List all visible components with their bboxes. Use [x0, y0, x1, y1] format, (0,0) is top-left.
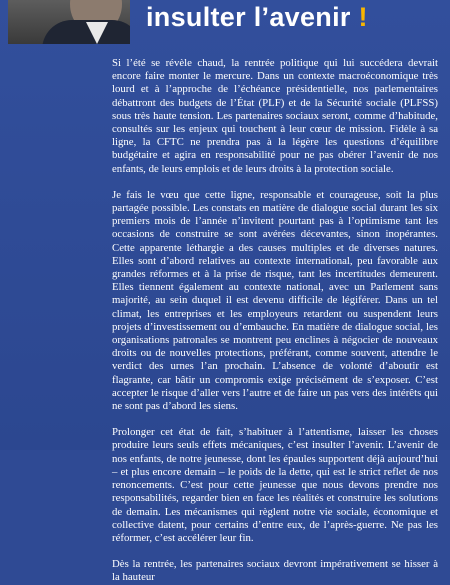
portrait-photo: [8, 0, 130, 44]
headline-exclamation: !: [350, 2, 368, 32]
portrait-suit: [42, 20, 130, 44]
paragraph-3: Prolonger cet état de fait, s’habituer à l’attentisme, laisser les choses produire leurs seuls effets mécaniques, c’est insulter l’avenir. L’avenir de nos enfants, de notre jeunesse, dont les épaules supportent déjà aujourd’hui – et plus encore demain – le poids de la dette, qui est le strict reflet de nos renoncements. C’est pour cette jeunesse que nous devons prendre nos responsabilités, regarder bien en face les réalités et construire les solutions de demain. Les mécanismes qui règlent notre vie sociale, économique et collective datent, pour certains d’entre eux, de l’après-guerre. Ne pas les réformer, c’est accélérer leur fin.: [112, 426, 438, 544]
headline-text: insulter l’avenir: [146, 2, 351, 32]
paragraph-4: Dès la rentrée, les partenaires sociaux devront impérativement se hisser à la hauteur: [112, 558, 438, 584]
editorial-body: [112, 57, 438, 585]
headline: [146, 2, 368, 33]
paragraph-1: Si l’été se révèle chaud, la rentrée politique qui lui succédera devrait encore faire monter le mercure. Dans un contexte macroéconomique très lourd et à l’approche de l’échéance présidentielle, nos parlementaires débattront des budgets de l’État (PLF) et de la Sécurité sociale (PLFSS) sous très haute tension. Les partenaires sociaux seront, comme d’habitude, consultés sur les enjeux qui touchent à leur cœur de mission. Fidèle à sa ligne, la CFTC ne prendra pas à la légère les questions d’équilibre budgétaire et agira en responsabilité pour ne pas obérer l’avenir de nos enfants, de leurs emplois et de leurs droits à la protection sociale.: [112, 57, 438, 175]
paragraph-2: Je fais le vœu que cette ligne, responsable et courageuse, soit la plus partagée possible. Les constats en matière de dialogue social durant les six premiers mois de l’année n’invitent pourtant pas à l’optimisme tant les occasions de construire se sont avérées décevantes, sinon inopérantes. Cette apparente léthargie a des causes multiples et de diverses natures. Elles sont d’abord relatives au contexte international, peu favorable aux grandes réformes et à la prise de risque, tant les incertitudes demeurent. Elles tiennent également au contexte national, avec un Parlement sans majorité, au sein duquel il est devenu difficile de légiférer. Dans un tel climat, les entreprises et les employeurs retardent ou suspendent leurs projets d’investissement ou d’embauche. En matière de dialogue social, les organisations patronales se montrent peu enclines à négocier de nouveaux droits ou de nouvelles protections, préférant, comme souvent, attendre le verdict des urnes l’an prochain. L’absence de volonté d’aboutir est flagrante, car bâtir un compromis exige précisément de s’exposer. C’est accepter le risque d’aller vers l’autre et de faire un pas vers des intérêts qui ne sont pas d’abord les siens.: [112, 188, 438, 413]
